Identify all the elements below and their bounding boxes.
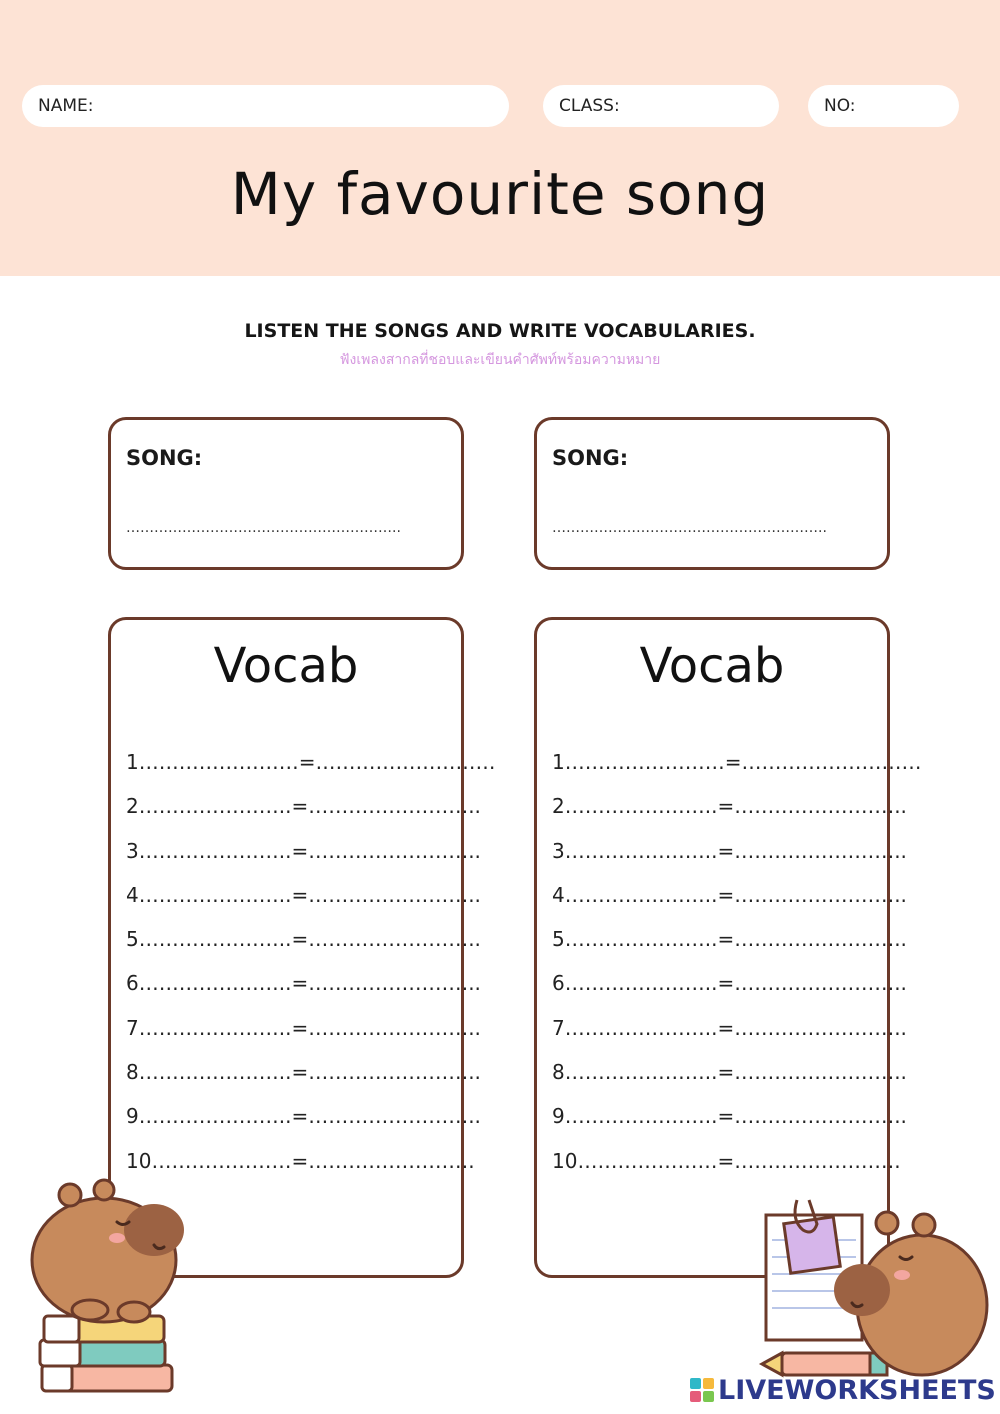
instruction-english: LISTEN THE SONGS AND WRITE VOCABULARIES. xyxy=(244,320,756,342)
vocab-line-1[interactable]: 1……………………=……………………… xyxy=(552,750,922,774)
no-label: NO: xyxy=(824,96,856,116)
song-label: SONG: xyxy=(552,446,629,470)
vocab-line-9[interactable]: 9…………………..=…………………….. xyxy=(552,1104,907,1129)
capybara-notepad-illustration xyxy=(752,1195,992,1385)
vocab-line-2[interactable]: 2…………………..=…………………….. xyxy=(552,794,907,819)
class-field[interactable] xyxy=(543,85,779,127)
no-field[interactable] xyxy=(808,85,959,127)
name-label: NAME: xyxy=(38,96,94,116)
vocab-line-4[interactable]: 4…………………..=…………………….. xyxy=(552,882,907,907)
vocab-list xyxy=(552,750,921,1193)
vocab-line-7[interactable]: 7…………………..=…………………….. xyxy=(126,1015,481,1040)
vocab-title: Vocab xyxy=(639,638,785,694)
vocab-line-10[interactable]: 10…………………=……………………. xyxy=(552,1148,901,1173)
page-title: My favourite song xyxy=(230,160,770,228)
vocab-line-5[interactable]: 5…………………..=…………………….. xyxy=(126,927,481,952)
vocab-line-4[interactable]: 4…………………..=…………………….. xyxy=(126,882,481,907)
vocab-line-9[interactable]: 9…………………..=…………………….. xyxy=(126,1104,481,1129)
vocab-title: Vocab xyxy=(213,638,359,694)
vocab-line-3[interactable]: 3…………………..=…………………….. xyxy=(126,838,481,863)
song-answer-line[interactable]: ………………………………………………….. xyxy=(126,520,401,536)
class-label: CLASS: xyxy=(559,96,620,116)
vocab-list xyxy=(126,750,495,1193)
liveworksheets-logo-icon xyxy=(690,1378,714,1402)
vocab-line-10[interactable]: 10…………………=……………………. xyxy=(126,1148,475,1173)
vocab-line-2[interactable]: 2…………………..=…………………….. xyxy=(126,794,481,819)
song-box-right[interactable] xyxy=(534,417,890,570)
instruction-thai: ฟังเพลงสากลที่ชอบและเขียนคำศัพท์พร้อมความหมาย xyxy=(339,352,661,368)
song-answer-line[interactable]: ………………………………………………….. xyxy=(552,520,827,536)
liveworksheets-brand[interactable] xyxy=(690,1374,996,1406)
song-box-left[interactable] xyxy=(108,417,464,570)
vocab-line-6[interactable]: 6…………………..=…………………….. xyxy=(126,971,481,996)
header-band xyxy=(0,0,1000,276)
name-field[interactable] xyxy=(22,85,509,127)
vocab-line-8[interactable]: 8…………………..=…………………….. xyxy=(126,1060,481,1085)
vocab-line-6[interactable]: 6…………………..=…………………….. xyxy=(552,971,907,996)
brand-text: LIVEWORKSHEETS xyxy=(718,1374,996,1406)
vocab-line-7[interactable]: 7…………………..=…………………….. xyxy=(552,1015,907,1040)
song-label: SONG: xyxy=(126,446,203,470)
capybara-books-illustration xyxy=(22,1160,212,1400)
vocab-line-1[interactable]: 1……………………=……………………… xyxy=(126,750,496,774)
vocab-line-5[interactable]: 5…………………..=…………………….. xyxy=(552,927,907,952)
vocab-box-right xyxy=(534,617,922,1278)
vocab-line-8[interactable]: 8…………………..=…………………….. xyxy=(552,1060,907,1085)
vocab-line-3[interactable]: 3…………………..=…………………….. xyxy=(552,838,907,863)
